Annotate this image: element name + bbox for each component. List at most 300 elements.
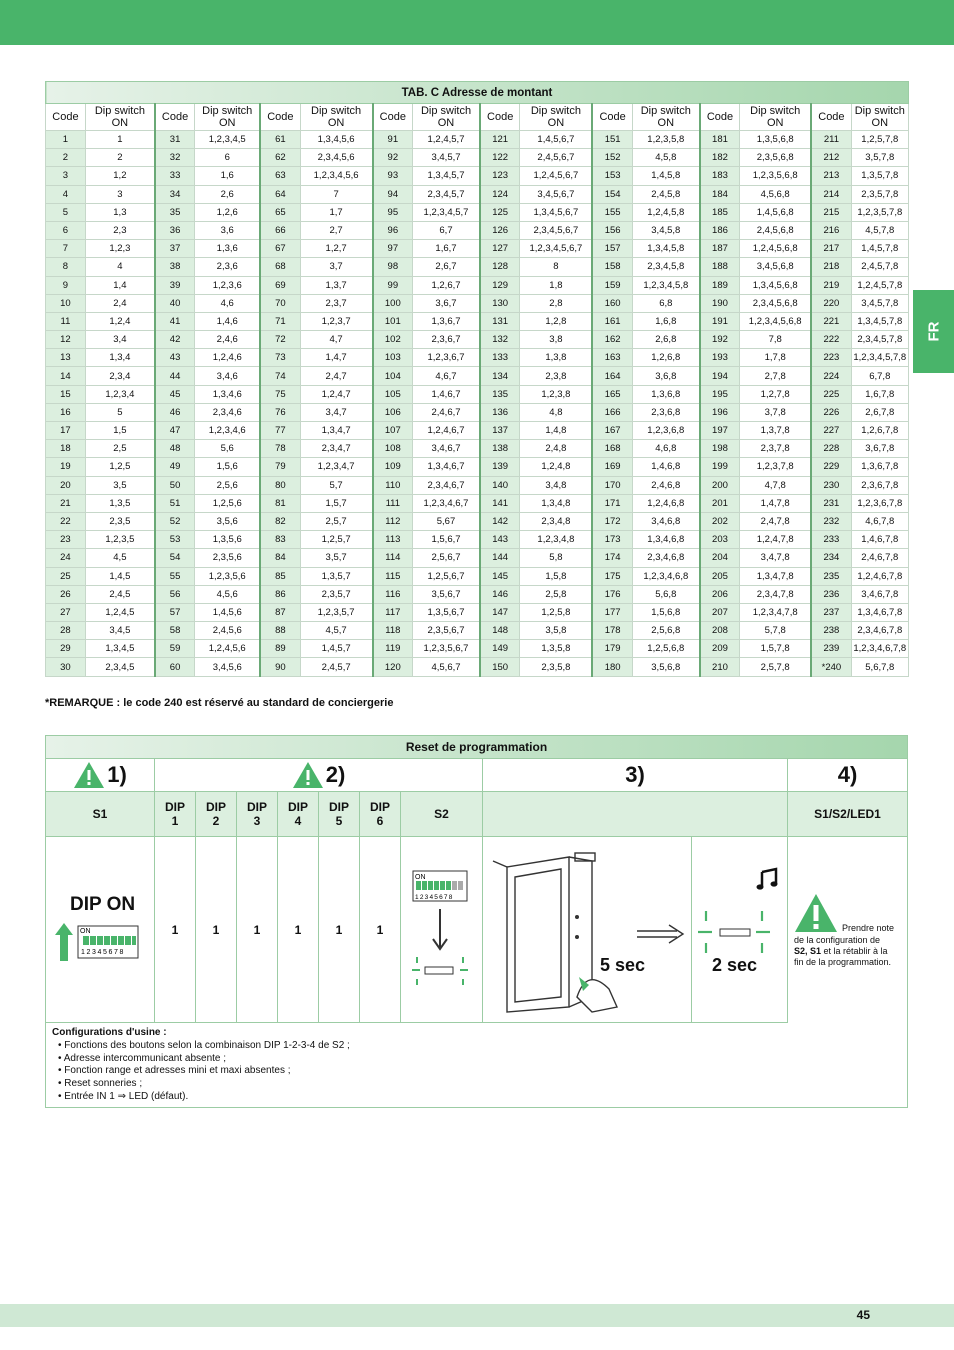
- dip-on-label: DIP ON: [70, 894, 136, 915]
- code-cell: 219: [811, 276, 851, 294]
- dip-cell: 2,3,4,5,8: [632, 258, 699, 276]
- code-cell: 66: [260, 221, 300, 239]
- code-cell: 209: [700, 640, 740, 658]
- dip-cell: 4,5,7: [300, 622, 373, 640]
- dip-cell: 2,6,8: [632, 331, 699, 349]
- code-cell: 18: [46, 440, 86, 458]
- dip1-value: 1: [155, 837, 196, 1023]
- code-cell: 231: [811, 494, 851, 512]
- code-cell: 9: [46, 276, 86, 294]
- code-cell: 40: [155, 294, 195, 312]
- dip-cell: 1,3,5,6,8: [740, 131, 812, 149]
- code-cell: 21: [46, 494, 86, 512]
- table-row: [46, 312, 909, 330]
- dip-cell: 2,3,4,5,6,7: [520, 221, 593, 239]
- dip6-header: [360, 792, 401, 837]
- code-cell: 135: [480, 385, 520, 403]
- code-cell: 117: [373, 603, 413, 621]
- dip-cell: 2,5,7: [300, 512, 373, 530]
- dip4-header: [278, 792, 319, 837]
- s1-cell: [46, 837, 155, 1023]
- switch-on-text: ON: [415, 874, 426, 881]
- dip-cell: 1,3,4,6,7,8: [851, 603, 908, 621]
- code-cell: 56: [155, 585, 195, 603]
- code-cell: 208: [700, 622, 740, 640]
- code-cell: 199: [700, 458, 740, 476]
- table-row: [46, 640, 909, 658]
- code-cell: 182: [700, 149, 740, 167]
- dip-cell: 2,3,4,6,7: [413, 476, 480, 494]
- code-cell: 38: [155, 258, 195, 276]
- dip-cell: 1,3,4,5,7: [413, 167, 480, 185]
- dip-cell: 3,6,7,8: [851, 440, 908, 458]
- s1s2led1-header: S1/S2/LED1: [788, 792, 907, 837]
- code-cell: 124: [480, 185, 520, 203]
- s2-switch-diagram: [411, 869, 473, 994]
- dip-cell: 4,5,7,8: [851, 221, 908, 239]
- dip-cell: 1,3,4,7,8: [740, 567, 812, 585]
- table-caption: TAB. C Adresse de montant: [46, 82, 909, 104]
- dip-cell: 2,3,4,5,7: [413, 185, 480, 203]
- intercom-panel-illustration: [487, 847, 687, 1017]
- dip-cell: 1,2,4,6: [195, 349, 260, 367]
- dip-cell: 5: [85, 403, 155, 421]
- code-cell: 92: [373, 149, 413, 167]
- dip-cell: 1,7: [300, 203, 373, 221]
- code-cell: 150: [480, 658, 520, 676]
- dip-cell: 1,4,6,8: [632, 458, 699, 476]
- dip-cell: 5,7: [300, 476, 373, 494]
- code-cell: 158: [592, 258, 632, 276]
- code-cell: 202: [700, 512, 740, 530]
- code-cell: 127: [480, 240, 520, 258]
- dip-cell: 1,3,5: [85, 494, 155, 512]
- code-column-header: Code: [811, 104, 851, 131]
- code-cell: 149: [480, 640, 520, 658]
- dip-cell: 3,7: [300, 258, 373, 276]
- code-column-header: Code: [155, 104, 195, 131]
- code-cell: 185: [700, 203, 740, 221]
- dip-cell: 2,3,4: [85, 367, 155, 385]
- step-3-header: [483, 759, 788, 792]
- dip-cell: 3,4,8: [520, 476, 593, 494]
- dip-cell: 5,7,8: [740, 622, 812, 640]
- dip-cell: 2,3,5,7,8: [851, 185, 908, 203]
- code-cell: 54: [155, 549, 195, 567]
- dip3-value: 1: [237, 837, 278, 1023]
- dip-cell: 1,4,6,7,8: [851, 531, 908, 549]
- dip-cell: 3,4,7,8: [740, 549, 812, 567]
- code-cell: 120: [373, 658, 413, 676]
- code-cell: 195: [700, 385, 740, 403]
- dip-cell: 1,3,7: [300, 276, 373, 294]
- code-cell: 186: [700, 221, 740, 239]
- dip-header-line-2: ON: [766, 117, 784, 129]
- dip-switch-column-header: [740, 104, 812, 131]
- dip-cell: 1,2,3,4,7: [300, 458, 373, 476]
- code-cell: 51: [155, 494, 195, 512]
- dip-cell: 2,3: [85, 221, 155, 239]
- dip-cell: 1,2,4,7: [300, 385, 373, 403]
- code-cell: 69: [260, 276, 300, 294]
- dip-cell: 1,4,5,6,8: [740, 203, 812, 221]
- code-cell: 203: [700, 531, 740, 549]
- dip-cell: 1,5,6,7: [413, 531, 480, 549]
- dip-cell: 1,2,3,4,5,6,8: [740, 312, 812, 330]
- code-cell: 188: [700, 258, 740, 276]
- code-cell: 228: [811, 440, 851, 458]
- code-cell: 19: [46, 458, 86, 476]
- table-header-row: [46, 104, 909, 131]
- dip-cell: 3,5,6,8: [632, 658, 699, 676]
- warning-icon: [73, 760, 105, 790]
- dip-cell: 1,5,8: [520, 567, 593, 585]
- table-row: [46, 440, 909, 458]
- dip-cell: 1,3,4,5,6,8: [740, 276, 812, 294]
- dip-cell: 1,2,3,5,6,8: [740, 167, 812, 185]
- code-cell: 163: [592, 349, 632, 367]
- dip-cell: 1,2,6: [195, 203, 260, 221]
- code-cell: 142: [480, 512, 520, 530]
- dip-cell: 4,6,7,8: [851, 512, 908, 530]
- step-1-header: [46, 759, 155, 792]
- code-column-header: Code: [700, 104, 740, 131]
- code-cell: 33: [155, 167, 195, 185]
- code-cell: 96: [373, 221, 413, 239]
- code-cell: 106: [373, 403, 413, 421]
- dip-cell: 2,6: [195, 185, 260, 203]
- code-cell: 206: [700, 585, 740, 603]
- s2-header: S2: [401, 792, 483, 837]
- dip-cell: 2,3,4,5: [85, 658, 155, 676]
- code-cell: 193: [700, 349, 740, 367]
- code-cell: 154: [592, 185, 632, 203]
- dip-cell: 1,4: [85, 276, 155, 294]
- code-cell: 22: [46, 512, 86, 530]
- code-cell: 46: [155, 403, 195, 421]
- dip-cell: 1,8: [520, 276, 593, 294]
- code-cell: 148: [480, 622, 520, 640]
- dip-cell: 1,3,5,6: [195, 531, 260, 549]
- dip-cell: 2,4,5,6: [195, 622, 260, 640]
- code-cell: 156: [592, 221, 632, 239]
- dip-cell: 2,4,7: [300, 367, 373, 385]
- dip-cell: 1,2,5,6,8: [632, 640, 699, 658]
- code-cell: 75: [260, 385, 300, 403]
- code-cell: 102: [373, 331, 413, 349]
- code-cell: 213: [811, 167, 851, 185]
- dip-cell: 2,4,5,8: [632, 185, 699, 203]
- code-cell: 107: [373, 422, 413, 440]
- code-cell: 170: [592, 476, 632, 494]
- code-cell: 87: [260, 603, 300, 621]
- code-cell: 153: [592, 167, 632, 185]
- table-row: [46, 131, 909, 149]
- code-cell: 16: [46, 403, 86, 421]
- code-cell: 1: [46, 131, 86, 149]
- code-cell: 140: [480, 476, 520, 494]
- dip-cell: 1: [85, 131, 155, 149]
- dip-header-line-2: ON: [218, 117, 236, 129]
- dip-cell: 1,2,3,4,8: [520, 531, 593, 549]
- dip-switch-column-header: [413, 104, 480, 131]
- code-cell: 161: [592, 312, 632, 330]
- table-row: [46, 221, 909, 239]
- code-cell: 197: [700, 422, 740, 440]
- code-cell: 225: [811, 385, 851, 403]
- dip-cell: 7,8: [740, 331, 812, 349]
- code-cell: 211: [811, 131, 851, 149]
- note-bold-ref: S2, S1: [794, 946, 822, 956]
- remark-note: *REMARQUE : le code 240 est réservé au standard de conciergerie: [45, 697, 394, 709]
- step-4-label: 4): [837, 762, 858, 787]
- dip-cell: 1,2,6,8: [632, 349, 699, 367]
- table-row: [46, 403, 909, 421]
- dip-cell: 1,3,5,6,7: [413, 603, 480, 621]
- table-row: [46, 294, 909, 312]
- step-1-label: 1): [107, 762, 127, 787]
- dip-cell: 8: [520, 258, 593, 276]
- dip2-value: 1: [196, 837, 237, 1023]
- dip-cell: 1,2,3,4,7,8: [740, 603, 812, 621]
- code-cell: 137: [480, 422, 520, 440]
- code-cell: 53: [155, 531, 195, 549]
- dip2-number: 2: [212, 814, 220, 828]
- dip-cell: 1,2,3,4,6: [195, 422, 260, 440]
- dip-cell: 1,3,4,5,7,8: [851, 312, 908, 330]
- dip-cell: 1,3,4: [85, 349, 155, 367]
- code-cell: 184: [700, 185, 740, 203]
- code-cell: 125: [480, 203, 520, 221]
- note-line-4: fin de la programmation.: [794, 957, 892, 967]
- dip-cell: 1,2,3,6: [195, 276, 260, 294]
- dip-cell: 2,5: [85, 440, 155, 458]
- code-cell: 175: [592, 567, 632, 585]
- code-cell: 227: [811, 422, 851, 440]
- code-cell: 217: [811, 240, 851, 258]
- dip-cell: 1,2,4,5,6,7: [520, 167, 593, 185]
- dip-cell: 2,4,5,7,8: [851, 258, 908, 276]
- dip-cell: 4,5: [85, 549, 155, 567]
- dip-switch-column-header: [85, 104, 155, 131]
- code-cell: 95: [373, 203, 413, 221]
- table-row: [46, 203, 909, 221]
- dip5-value: 1: [319, 837, 360, 1023]
- code-cell: 2: [46, 149, 86, 167]
- dip-cell: 6,7,8: [851, 367, 908, 385]
- code-cell: 101: [373, 312, 413, 330]
- step-2-label: 2): [325, 762, 346, 787]
- dip-cell: 1,3,4,6: [195, 385, 260, 403]
- dip-cell: 2,4,5,7: [300, 658, 373, 676]
- dip-cell: 1,3,4,5: [85, 640, 155, 658]
- code-cell: 214: [811, 185, 851, 203]
- code-cell: 131: [480, 312, 520, 330]
- dip-cell: 2,4,6,7,8: [851, 549, 908, 567]
- dip-cell: 1,2,3,4,5,8: [632, 276, 699, 294]
- code-cell: 79: [260, 458, 300, 476]
- code-cell: 223: [811, 349, 851, 367]
- dip-cell: 5,6: [195, 440, 260, 458]
- dip1-header: [155, 792, 196, 837]
- factory-item: • Fonction range et adresses mini et maxi absentes ;: [58, 1065, 350, 1078]
- code-cell: 70: [260, 294, 300, 312]
- led-blink-cell: [692, 837, 788, 1023]
- table-row: [46, 258, 909, 276]
- code-cell: 28: [46, 622, 86, 640]
- dip-header-line-1: Dip switch: [311, 105, 362, 117]
- code-cell: 191: [700, 312, 740, 330]
- dip-cell: 1,2,3,7: [300, 312, 373, 330]
- code-cell: 235: [811, 567, 851, 585]
- code-cell: 159: [592, 276, 632, 294]
- code-cell: 176: [592, 585, 632, 603]
- code-cell: 94: [373, 185, 413, 203]
- code-cell: 224: [811, 367, 851, 385]
- code-cell: 165: [592, 385, 632, 403]
- dip-cell: 2,4,6: [195, 331, 260, 349]
- code-cell: 98: [373, 258, 413, 276]
- note-line-3: [794, 946, 888, 957]
- code-cell: 50: [155, 476, 195, 494]
- table-row: [46, 603, 909, 621]
- dip3-number: 3: [253, 814, 261, 828]
- code-cell: 215: [811, 203, 851, 221]
- music-note-icon: [756, 867, 780, 891]
- dip-cell: 1,2,4,5,8: [632, 203, 699, 221]
- code-cell: 178: [592, 622, 632, 640]
- dip-cell: 1,3,8: [520, 349, 593, 367]
- code-cell: 59: [155, 640, 195, 658]
- code-cell: 167: [592, 422, 632, 440]
- dip-header-line-1: Dip switch: [202, 105, 253, 117]
- code-cell: 190: [700, 294, 740, 312]
- dip-cell: 4,6: [195, 294, 260, 312]
- dip-cell: 4,5,6: [195, 585, 260, 603]
- code-cell: 110: [373, 476, 413, 494]
- switch-on-text: ON: [80, 928, 91, 935]
- dip-cell: 2,4,6,8: [632, 476, 699, 494]
- code-cell: 85: [260, 567, 300, 585]
- factory-title: Configurations d'usine :: [52, 1027, 167, 1038]
- dip-switch-up-icon: [54, 921, 144, 963]
- code-cell: 30: [46, 658, 86, 676]
- code-cell: 233: [811, 531, 851, 549]
- dip-cell: 6: [195, 149, 260, 167]
- dip-header-line-2: ON: [111, 117, 129, 129]
- dip-cell: 1,3,6,8: [632, 385, 699, 403]
- dip-cell: 1,2,3,4: [85, 385, 155, 403]
- dip-cell: 4,5,6,7: [413, 658, 480, 676]
- dip-cell: 4,7: [300, 331, 373, 349]
- dip-cell: 2,5,6: [195, 476, 260, 494]
- code-cell: 160: [592, 294, 632, 312]
- factory-item: • Fonctions des boutons selon la combinaison DIP 1-2-3-4 de S2 ;: [58, 1040, 350, 1053]
- dip-switch-column-header: [300, 104, 373, 131]
- dip-cell: 2,3,5,8: [520, 658, 593, 676]
- dip-cell: 1,2,3,4,6,7,8: [851, 640, 908, 658]
- dip-cell: 1,2,3,4,5,7,8: [851, 349, 908, 367]
- code-cell: 11: [46, 312, 86, 330]
- code-cell: 36: [155, 221, 195, 239]
- code-cell: 25: [46, 567, 86, 585]
- dip-cell: 1,3,7,8: [740, 422, 812, 440]
- dip-cell: 1,2,5,8: [520, 603, 593, 621]
- dip-cell: 1,5,6,8: [632, 603, 699, 621]
- dip-cell: 2,3,7,8: [740, 440, 812, 458]
- table-row: [46, 494, 909, 512]
- code-cell: 230: [811, 476, 851, 494]
- code-cell: 34: [155, 185, 195, 203]
- code-cell: 44: [155, 367, 195, 385]
- code-cell: 143: [480, 531, 520, 549]
- code-cell: *240: [811, 658, 851, 676]
- dip-cell: 2,3,5,7: [300, 585, 373, 603]
- dip-cell: 3,4,5,8: [632, 221, 699, 239]
- dip-cell: 1,2,4,7,8: [740, 531, 812, 549]
- dip-switch-column-header: [632, 104, 699, 131]
- table-row: [46, 331, 909, 349]
- code-cell: 139: [480, 458, 520, 476]
- code-cell: 201: [700, 494, 740, 512]
- code-cell: 133: [480, 349, 520, 367]
- code-cell: 55: [155, 567, 195, 585]
- code-cell: 111: [373, 494, 413, 512]
- code-cell: 119: [373, 640, 413, 658]
- dip-cell: 3,4,6: [195, 367, 260, 385]
- dip-cell: 3,4,6,8: [632, 512, 699, 530]
- table-row: [46, 531, 909, 549]
- bottom-bar: [0, 1304, 954, 1327]
- code-cell: 146: [480, 585, 520, 603]
- code-cell: 212: [811, 149, 851, 167]
- dip-cell: 1,6,8: [632, 312, 699, 330]
- code-cell: 141: [480, 494, 520, 512]
- dip-cell: 2,3,5: [85, 512, 155, 530]
- dip-cell: 1,2,7: [300, 240, 373, 258]
- code-cell: 237: [811, 603, 851, 621]
- dip-cell: 1,2,3,4,5,6: [300, 167, 373, 185]
- dip-cell: 1,3,4,5,8: [632, 240, 699, 258]
- code-cell: 205: [700, 567, 740, 585]
- table-row: [46, 585, 909, 603]
- code-cell: 89: [260, 640, 300, 658]
- code-cell: 47: [155, 422, 195, 440]
- code-cell: 115: [373, 567, 413, 585]
- dip-cell: 4,8: [520, 403, 593, 421]
- reset-title: Reset de programmation: [46, 736, 907, 759]
- dip-cell: 1,4,5,7,8: [851, 240, 908, 258]
- code-cell: 23: [46, 531, 86, 549]
- hold-5-sec-label: 5 sec: [600, 955, 646, 975]
- code-cell: 90: [260, 658, 300, 676]
- warning-icon: [292, 760, 324, 790]
- table-row: [46, 422, 909, 440]
- dip-cell: 2,4,5,6,8: [740, 221, 812, 239]
- dip-cell: 3,4,5,6: [195, 658, 260, 676]
- dip-cell: 2,5,7,8: [740, 658, 812, 676]
- dip3-header: [237, 792, 278, 837]
- dip-cell: 1,2,4,5,6,8: [740, 240, 812, 258]
- code-cell: 172: [592, 512, 632, 530]
- dip6-label: DIP: [369, 800, 390, 814]
- table-row: [46, 167, 909, 185]
- language-tab: [913, 290, 954, 373]
- dip-cell: 1,3,6: [195, 240, 260, 258]
- code-cell: 63: [260, 167, 300, 185]
- dip-cell: 1,5,7,8: [740, 640, 812, 658]
- dip-cell: 1,4,7,8: [740, 494, 812, 512]
